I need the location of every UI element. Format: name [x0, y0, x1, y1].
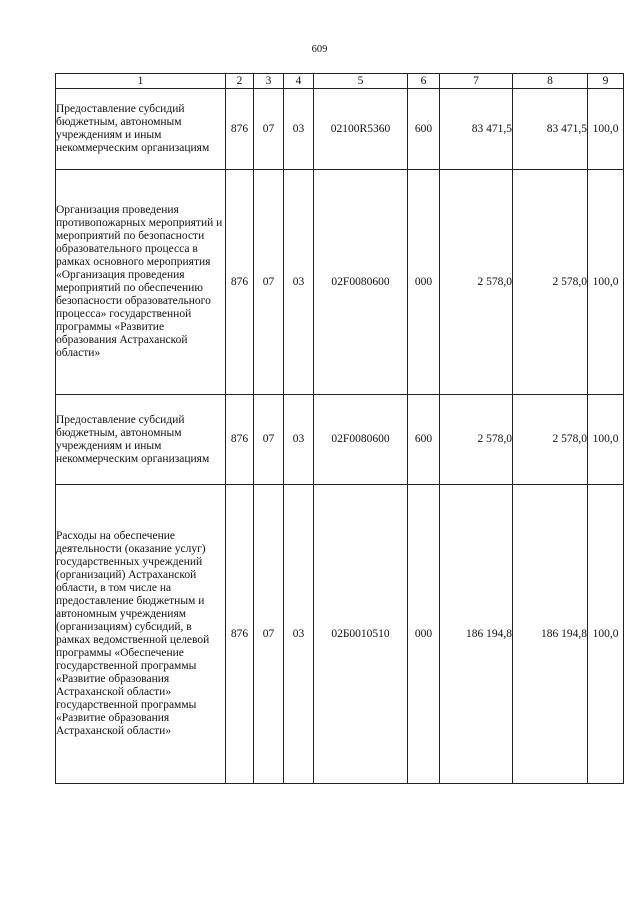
budget-table — [55, 73, 624, 784]
row-csr: 02100R5360 — [314, 89, 408, 170]
row-rz: 07 — [254, 485, 284, 784]
header-col-7: 7 — [440, 74, 513, 89]
row-description: Расходы на обеспечение деятельности (оказание услуг) государственных учреждений (организаций) Астраханской области, в том числе на предоставление бюджетным и автономным учреждениям (организациям) субсидий, в рамках ведомственной целевой программы «Обеспечение государственной программы «Развитие образования Астраханской области» государственной программы «Развитие образования Астраханской области» — [56, 485, 226, 784]
row-rz: 07 — [254, 395, 284, 485]
row-rz: 07 — [254, 170, 284, 395]
row-fact-amount: 83 471,5 — [513, 89, 588, 170]
row-pr: 03 — [284, 89, 314, 170]
row-ved: 876 — [226, 395, 254, 485]
row-description: Предоставление субсидий бюджетным, автономным учреждениям и иным некоммерческим организациям — [56, 395, 226, 485]
row-rz: 07 — [254, 89, 284, 170]
row-fact-amount: 2 578,0 — [513, 170, 588, 395]
row-vr: 000 — [408, 170, 440, 395]
row-vr: 600 — [408, 395, 440, 485]
page-number: 609 — [311, 44, 328, 55]
row-ved: 876 — [226, 485, 254, 784]
header-col-1: 1 — [56, 74, 226, 89]
row-pr: 03 — [284, 485, 314, 784]
row-vr: 600 — [408, 89, 440, 170]
header-col-6: 6 — [408, 74, 440, 89]
row-ved: 876 — [226, 170, 254, 395]
row-vr: 000 — [408, 485, 440, 784]
row-plan-amount: 83 471,5 — [440, 89, 513, 170]
table-header-row — [56, 74, 624, 89]
header-col-9: 9 — [588, 74, 624, 89]
header-col-3: 3 — [254, 74, 284, 89]
row-pr: 03 — [284, 395, 314, 485]
row-csr: 02F0080600 — [314, 170, 408, 395]
row-fact-amount: 2 578,0 — [513, 395, 588, 485]
row-plan-amount: 186 194,8 — [440, 485, 513, 784]
row-percent: 100,0 — [588, 89, 624, 170]
row-description: Организация проведения противопожарных мероприятий и мероприятий по безопасности образовательного процесса в рамках основного мероприятия «Организация проведения мероприятий по обеспечению безопасности образовательного процесса» государственной программы «Развитие образования Астраханской области» — [56, 170, 226, 395]
row-fact-amount: 186 194,8 — [513, 485, 588, 784]
header-col-2: 2 — [226, 74, 254, 89]
table-row — [56, 485, 624, 784]
row-csr: 02F0080600 — [314, 395, 408, 485]
table-row — [56, 170, 624, 395]
header-col-8: 8 — [513, 74, 588, 89]
header-col-4: 4 — [284, 74, 314, 89]
row-ved: 876 — [226, 89, 254, 170]
row-plan-amount: 2 578,0 — [440, 395, 513, 485]
row-pr: 03 — [284, 170, 314, 395]
row-percent: 100,0 — [588, 395, 624, 485]
row-plan-amount: 2 578,0 — [440, 170, 513, 395]
row-description: Предоставление субсидий бюджетным, автономным учреждениям и иным некоммерческим организациям — [56, 89, 226, 170]
header-col-5: 5 — [314, 74, 408, 89]
row-percent: 100,0 — [588, 485, 624, 784]
row-csr: 02Б0010510 — [314, 485, 408, 784]
table-row — [56, 89, 624, 170]
row-percent: 100,0 — [588, 170, 624, 395]
table-row — [56, 395, 624, 485]
